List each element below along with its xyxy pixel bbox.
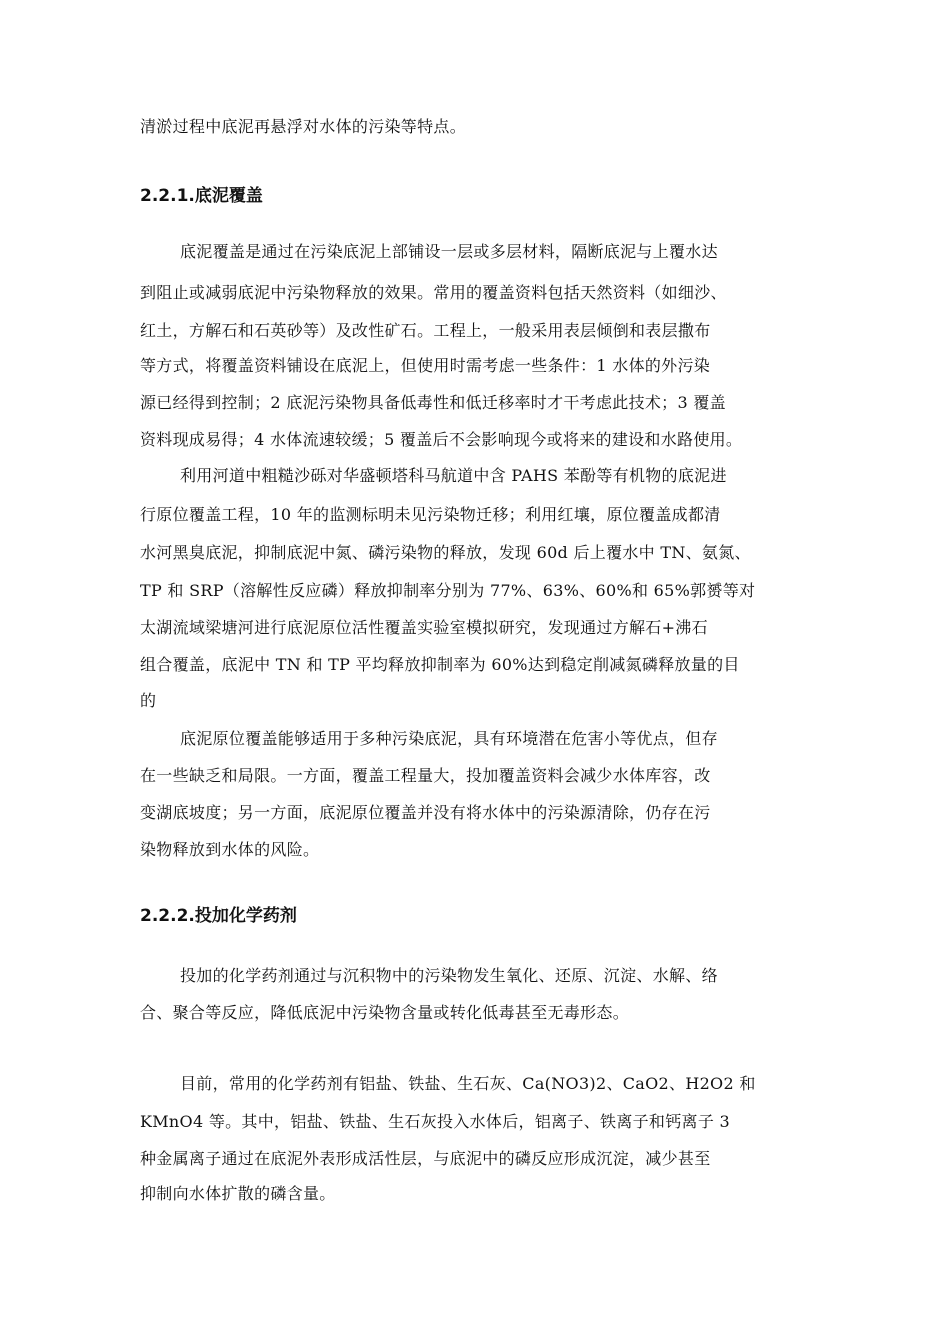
paragraph-line: 红土，方解石和石英砂等）及改性矿石。工程上，一般采用表层倾倒和表层撒布 <box>140 321 711 340</box>
paragraph-line: 太湖流域梁塘河进行底泥原位活性覆盖实验室模拟研究，发现通过方解石+沸石 <box>140 618 708 637</box>
intro-text-line: 清淤过程中底泥再悬浮对水体的污染等特点。 <box>140 117 467 136</box>
paragraph-line: 变湖底坡度；另一方面，底泥原位覆盖并没有将水体中的污染源清除，仍存在污 <box>140 803 711 822</box>
paragraph-line: 资料现成易得；4 水体流速较缓；5 覆盖后不会影响现今或将来的建设和水路使用。 <box>140 430 743 449</box>
paragraph-line: 组合覆盖，底泥中 TN 和 TP 平均释放抑制率为 60%达到稳定削减氮磷释放量的目 <box>140 655 740 674</box>
paragraph-line: 种金属离子通过在底泥外表形成活性层，与底泥中的磷反应形成沉淀，减少甚至 <box>140 1149 711 1168</box>
paragraph-line: 底泥原位覆盖能够适用于多种污染底泥，具有环境潜在危害小等优点，但存 <box>180 729 718 748</box>
paragraph-line: 水河黑臭底泥，抑制底泥中氮、磷污染物的释放，发现 60d 后上覆水中 TN、氨氮、 <box>140 543 751 562</box>
paragraph-line: 目前，常用的化学药剂有铝盐、铁盐、生石灰、Ca(NO3)2、CaO2、H2O2 和 <box>180 1074 756 1093</box>
paragraph-line: 底泥覆盖是通过在污染底泥上部铺设一层或多层材料，隔断底泥与上覆水达 <box>180 242 718 261</box>
paragraph-line: 染物释放到水体的风险。 <box>140 840 320 859</box>
paragraph-line: 的 <box>140 691 157 710</box>
paragraph-line: 等方式，将覆盖资料铺设在底泥上，但使用时需考虑一些条件：1 水体的外污染 <box>140 356 711 375</box>
paragraph-line: 合、聚合等反应，降低底泥中污染物含量或转化低毒甚至无毒形态。 <box>140 1003 630 1022</box>
paragraph-line: 投加的化学药剂通过与沉积物中的污染物发生氧化、还原、沉淀、水解、络 <box>180 966 718 985</box>
paragraph-line: 在一些缺乏和局限。一方面，覆盖工程量大，投加覆盖资料会减少水体库容，改 <box>140 766 711 785</box>
section-heading-2-2-2: 2.2.2.投加化学药剂 <box>140 906 297 926</box>
paragraph-line: 源已经得到控制；2 底泥污染物具备低毒性和低迁移率时才干考虑此技术；3 覆盖 <box>140 393 726 412</box>
paragraph-line: 抑制向水体扩散的磷含量。 <box>140 1184 336 1203</box>
paragraph-line: 利用河道中粗糙沙砾对华盛顿塔科马航道中含 PAHS 苯酚等有机物的底泥进 <box>180 466 727 485</box>
paragraph-line: TP 和 SRP（溶解性反应磷）释放抑制率分别为 77%、63%、60%和 65%郭赟等对 <box>140 581 756 600</box>
section-heading-2-2-1: 2.2.1.底泥覆盖 <box>140 186 263 206</box>
paragraph-line: 到阻止或减弱底泥中污染物释放的效果。常用的覆盖资料包括天然资料（如细沙、 <box>140 283 727 302</box>
paragraph-line: KMnO4 等。其中，铝盐、铁盐、生石灰投入水体后，铝离子、铁离子和钙离子 3 <box>140 1112 730 1131</box>
paragraph-line: 行原位覆盖工程，10 年的监测标明未见污染物迁移；利用红壤，原位覆盖成都清 <box>140 505 721 524</box>
